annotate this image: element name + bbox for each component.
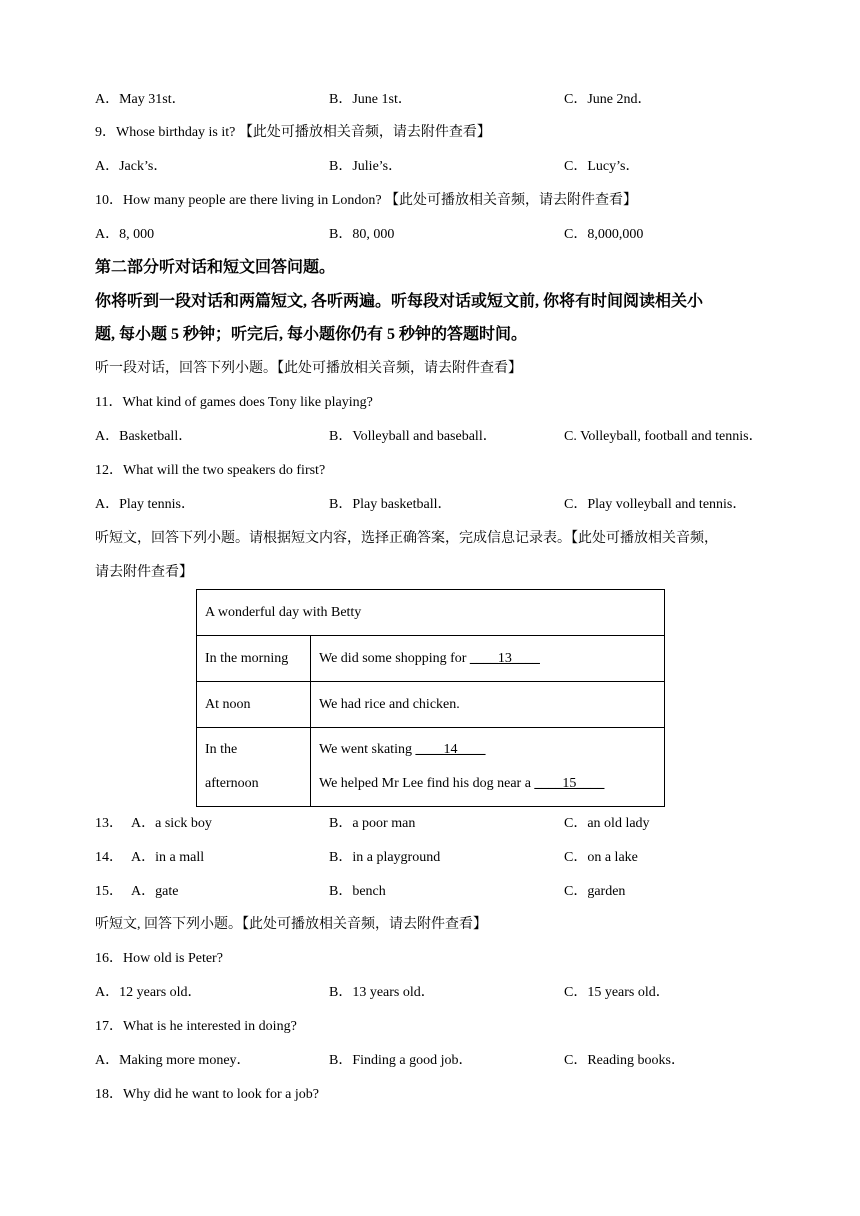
q13-number: 13． [95, 816, 123, 831]
part2-instructions-line2: 题, 每小题 5 秒钟；听完后, 每小题你仍有 5 秒钟的答题时间。 [95, 326, 528, 343]
q17-option-c: C．Reading books． [564, 1053, 685, 1068]
q15-option-a: A．gate [131, 884, 179, 899]
q12-option-a: A．Play tennis． [95, 497, 195, 512]
q10-option-b: B．80, 000 [329, 227, 395, 242]
table-title: A wonderful day with Betty [197, 590, 665, 636]
q16-option-a: A．12 years old． [95, 985, 202, 1000]
q12-option-b: B．Play basketball． [329, 497, 452, 512]
q16-option-b: B．13 years old． [329, 985, 435, 1000]
q8-option-a: A．May 31st． [95, 92, 186, 107]
afternoon-text-1: We went skating [319, 742, 416, 757]
table-row [197, 728, 665, 807]
table-row [197, 636, 665, 682]
table-row [197, 590, 665, 636]
q14-option-c: C．on a lake [564, 850, 638, 865]
q12-text: 12．What will the two speakers do first? [95, 463, 326, 478]
q11-option-b: B．Volleyball and baseball． [329, 429, 497, 444]
q14-number: 14． [95, 850, 123, 865]
q17-text: 17．What is he interested in doing? [95, 1019, 297, 1034]
q13-option-c: C．an old lady [564, 816, 650, 831]
q8-option-b: B．June 1st． [329, 92, 412, 107]
info-record-table [196, 589, 665, 807]
q9-option-b: B．Julie’s． [329, 159, 403, 174]
afternoon-text-2: We helped Mr Lee find his dog near a [319, 776, 535, 791]
q12-option-c: C．Play volleyball and tennis． [564, 497, 747, 512]
q10-option-a: A．8, 000 [95, 227, 155, 242]
afternoon-label-line1: In the [205, 742, 238, 757]
q9-text: 9．Whose birthday is it? 【此处可播放相关音频，请去附件查看】 [95, 125, 491, 140]
afternoon-label-line2: afternoon [205, 776, 259, 791]
afternoon-line1 [319, 733, 656, 767]
q10-text: 10．How many people are there living in London? 【此处可播放相关音频，请去附件查看】 [95, 193, 638, 208]
blank-14: ____14____ [415, 742, 486, 757]
q8-option-c: C．June 2nd． [564, 92, 652, 107]
q15-option-c: C．garden [564, 884, 626, 899]
q14-option-a: A．in a mall [131, 850, 205, 865]
part2-title: 第二部分听对话和短文回答问题。 [95, 259, 336, 276]
dialog-intro: 听一段对话，回答下列小题。【此处可播放相关音频，请去附件查看】 [95, 361, 522, 376]
table-row [197, 682, 665, 728]
afternoon-line2 [319, 767, 656, 801]
q16-text: 16．How old is Peter? [95, 951, 223, 966]
q9-option-c: C．Lucy’s． [564, 159, 640, 174]
q14-option-b: B．in a playground [329, 850, 441, 865]
morning-text: We did some shopping for [319, 650, 470, 666]
q13-option-b: B．a poor man [329, 816, 416, 831]
q10-option-c: C．8,000,000 [564, 227, 644, 242]
part2-instructions-line1: 你将听到一段对话和两篇短文, 各听两遍。听每段对话或短文前, 你将有时间阅读相关小 [95, 293, 704, 310]
q13-option-a: A．a sick boy [131, 816, 212, 831]
afternoon-cell [311, 728, 665, 807]
q17-option-a: A．Making more money． [95, 1053, 251, 1068]
passage1-intro-line1: 听短文，回答下列小题。请根据短文内容，选择正确答案，完成信息记录表。【此处可播放相关音频， [95, 531, 718, 546]
afternoon-label [197, 728, 311, 807]
q11-option-a: A．Basketball． [95, 429, 193, 444]
q9-option-a: A．Jack’s． [95, 159, 168, 174]
blank-15: ____15____ [534, 776, 605, 791]
q17-option-b: B．Finding a good job． [329, 1053, 473, 1068]
noon-text: We had rice and chicken. [311, 682, 665, 728]
q15-number: 15． [95, 884, 123, 899]
noon-label: At noon [197, 682, 311, 728]
passage1-intro-line2: 请去附件查看】 [95, 565, 193, 580]
morning-label: In the morning [197, 636, 311, 682]
q16-option-c: C．15 years old． [564, 985, 670, 1000]
q15-option-b: B．bench [329, 884, 386, 899]
q18-text: 18．Why did he want to look for a job? [95, 1087, 319, 1102]
passage2-intro: 听短文, 回答下列小题。【此处可播放相关音频，请去附件查看】 [95, 917, 487, 932]
blank-13: ____13____ [469, 650, 540, 666]
q11-text: 11．What kind of games does Tony like playing? [95, 395, 373, 410]
q11-option-c: C. Volleyball, football and tennis． [564, 429, 763, 444]
morning-cell [311, 636, 665, 682]
